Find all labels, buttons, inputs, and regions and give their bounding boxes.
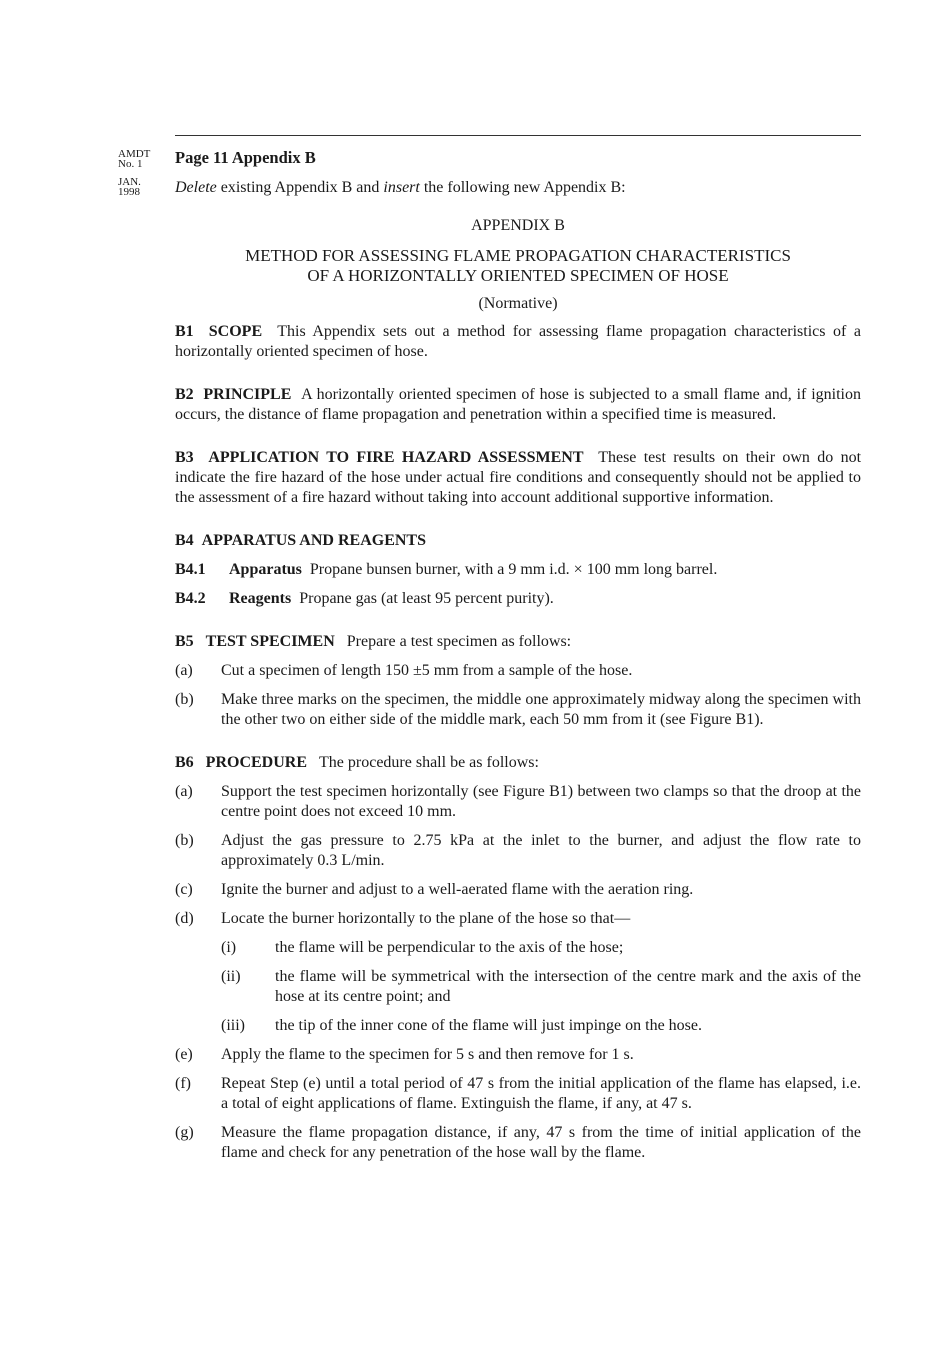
b1-heading: SCOPE — [208, 323, 263, 340]
appendix-label: APPENDIX B — [471, 217, 565, 234]
sub-list-item — [221, 938, 861, 958]
instr-insert: insert — [383, 179, 420, 196]
instr-delete: Delete — [175, 179, 217, 196]
b4-number: B4 — [175, 532, 194, 549]
item-text: Adjust the gas pressure to 2.75 kPa at the inlet to the burner, and adjust the flow rate to approximately 0.3 L/min. — [221, 832, 861, 869]
section-b4 — [175, 531, 861, 551]
item-label: (b) — [175, 691, 194, 708]
list-item — [175, 1045, 861, 1065]
item-text: Measure the flame propagation distance, if any, 47 s from the time of initial application of the flame and check for any penetration of the hose wall by the flame. — [221, 1124, 861, 1161]
top-rule — [175, 135, 861, 136]
instr-text-1: existing Appendix B and — [216, 179, 384, 196]
amdt-line-3: JAN. — [118, 176, 141, 188]
b41-text: Propane bunsen burner, with a 9 mm i.d. × 100 mm long barrel. — [309, 561, 718, 578]
b42-text: Propane gas (at least 95 percent purity). — [299, 590, 554, 607]
list-item — [175, 880, 861, 900]
item-text: Make three marks on the specimen, the middle one approximately midway along the specimen with the other two on either side of the middle mark, each 50 mm from it (see Figure B1). — [221, 691, 861, 728]
section-b6 — [175, 753, 861, 773]
section-b2 — [175, 385, 861, 425]
list-item — [175, 782, 861, 822]
item-text: Repeat Step (e) until a total period of 47 s from the initial application of the flame has elapsed, i.e. a total of eight applications of flame. Extinguish the flame, if any, at 47 s. — [221, 1075, 861, 1112]
b42-heading: Reagents — [229, 590, 292, 607]
item-label: (c) — [175, 881, 193, 898]
item-label: (f) — [175, 1075, 191, 1092]
section-b5 — [175, 632, 861, 652]
item-text: Apply the flame to the specimen for 5 s and then remove for 1 s. — [221, 1046, 634, 1063]
item-label: (g) — [175, 1124, 194, 1141]
b5-number: B5 — [175, 633, 194, 650]
b2-text: A horizontally oriented specimen of hose is subjected to a small flame and, if ignition occurs, the distance of flame propagation and penetration within a specified time is measured. — [175, 386, 861, 423]
b3-text: These test results on their own do not indicate the fire hazard of the hose under actual fire conditions and consequently should not be applied to the assessment of a fire hazard without taking into account additional supportive information. — [175, 449, 862, 506]
b1-number: B1 — [175, 323, 194, 340]
b6-text: The procedure shall be as follows: — [319, 754, 539, 771]
list-item — [175, 690, 861, 730]
sub-list-item — [221, 1016, 861, 1036]
subitem-label: (i) — [221, 939, 237, 956]
section-b1 — [175, 322, 861, 362]
list-item — [175, 831, 861, 871]
item-text: Ignite the burner and adjust to a well-aerated flame with the aeration ring. — [221, 881, 694, 898]
item-label: (d) — [175, 910, 194, 927]
item-text: Locate the burner horizontally to the plane of the hose so that— — [221, 910, 631, 927]
item-label: (b) — [175, 832, 194, 849]
list-item — [175, 661, 861, 681]
b41-heading: Apparatus — [229, 561, 302, 578]
b2-heading: PRINCIPLE — [203, 386, 292, 403]
subitem-text: the tip of the inner cone of the flame will just impinge on the hose. — [275, 1017, 703, 1034]
section-b4-1 — [175, 560, 861, 580]
item-text: Cut a specimen of length 150 ±5 mm from a sample of the hose. — [221, 662, 633, 679]
b41-number: B4.1 — [175, 561, 206, 578]
list-item — [175, 1123, 861, 1163]
subitem-text: the flame will be symmetrical with the intersection of the centre mark and the axis of the hose at its centre point; and — [275, 968, 861, 1005]
appendix-title-line-2: OF A HORIZONTALLY ORIENTED SPECIMEN OF HOSE — [307, 266, 729, 285]
subitem-label: (iii) — [221, 1017, 245, 1034]
b5-text: Prepare a test specimen as follows: — [346, 633, 572, 650]
page-heading: Page 11 Appendix B — [175, 148, 316, 167]
item-label: (a) — [175, 662, 193, 679]
amdt-line-2: No. 1 — [118, 158, 143, 170]
b3-heading: APPLICATION TO FIRE HAZARD ASSESSMENT — [208, 449, 584, 466]
b1-text: This Appendix sets out a method for assessing flame propagation characteristics of a horizontally oriented specimen of hose. — [175, 323, 862, 360]
item-label: (e) — [175, 1046, 193, 1063]
section-b3 — [175, 448, 861, 508]
b5-heading: TEST SPECIMEN — [205, 633, 335, 650]
subitem-label: (ii) — [221, 968, 241, 985]
b2-number: B2 — [175, 386, 194, 403]
section-b4-2 — [175, 589, 861, 609]
b3-number: B3 — [175, 449, 194, 466]
instruction-line — [175, 178, 861, 198]
document-body — [175, 145, 861, 1163]
b4-heading: APPARATUS AND REAGENTS — [201, 532, 426, 549]
amendment-note — [118, 149, 168, 197]
instr-text-2: the following new Appendix B: — [419, 179, 626, 196]
normative-label: (Normative) — [478, 295, 558, 312]
sub-list-item — [221, 967, 861, 1007]
appendix-title-line-1: METHOD FOR ASSESSING FLAME PROPAGATION CHARACTERISTICS — [245, 246, 791, 265]
amdt-line-1: AMDT — [118, 148, 151, 160]
list-item — [175, 1074, 861, 1114]
item-text: Support the test specimen horizontally (see Figure B1) between two clamps so that the droop at the centre point does not exceed 10 mm. — [221, 783, 861, 820]
b42-number: B4.2 — [175, 590, 206, 607]
amdt-line-4: 1998 — [118, 186, 140, 198]
item-label: (a) — [175, 783, 193, 800]
b6-heading: PROCEDURE — [205, 754, 308, 771]
list-item — [175, 909, 861, 929]
subitem-text: the flame will be perpendicular to the axis of the hose; — [275, 939, 624, 956]
b6-number: B6 — [175, 754, 194, 771]
